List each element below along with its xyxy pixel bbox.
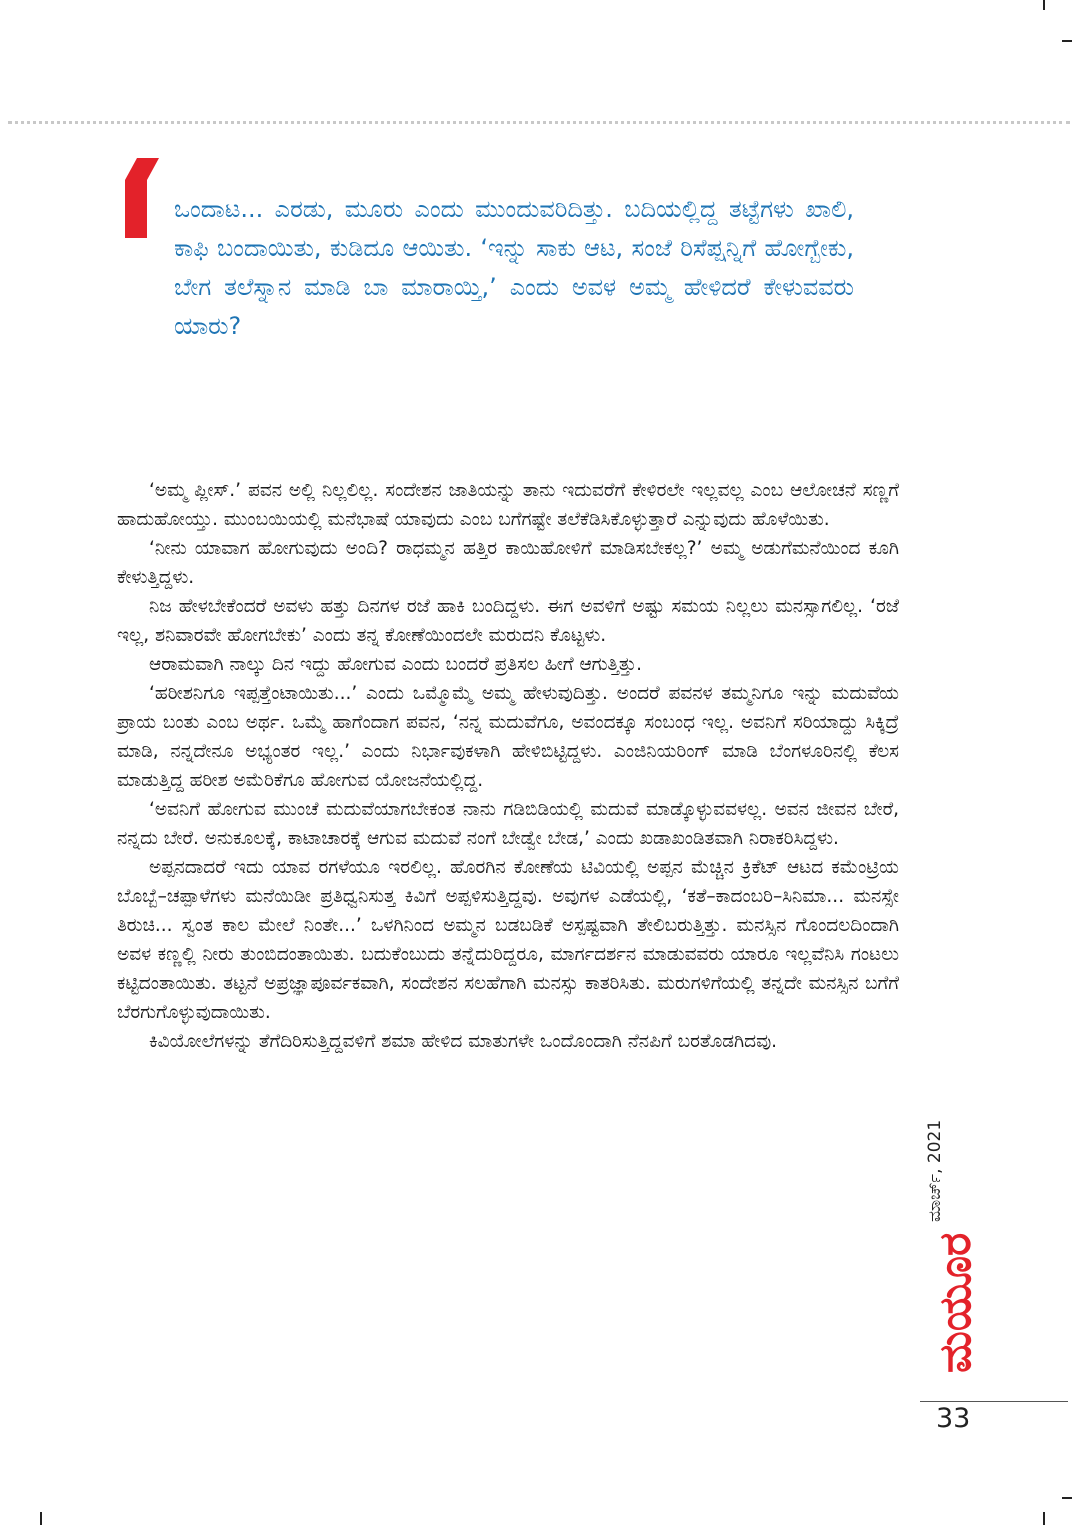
issue-date: ಮಾರ್ಚ್, 2021 — [925, 1119, 945, 1222]
crop-mark-top-right — [1043, 0, 1045, 10]
crop-mark-bottom-left — [40, 1512, 42, 1525]
paragraph: ‘ನೀನು ಯಾವಾಗ ಹೋಗುವುದು ಅಂದಿ? ರಾಧಮ್ಮನ ಹತ್ತಿರ ಕಾಯಿಹೋಳಿಗೆ ಮಾಡಿಸಬೇಕಲ್ಲ?’ ಅಮ್ಮ ಅಡುಗೆಮನೆಯಿಂದ ಕೂಗಿ ಕೇಳುತ್ತಿದ್ದಳು. — [117, 538, 899, 588]
crop-mark-right-top — [1062, 40, 1072, 42]
paragraph: ‘ಅವನಿಗೆ ಹೋಗುವ ಮುಂಚೆ ಮದುವೆಯಾಗಬೇಕಂತ ನಾನು ಗಡಿಬಿಡಿಯಲ್ಲಿ ಮದುವೆ ಮಾಡ್ಕೊಳ್ಳುವವಳಲ್ಲ. ಅವನ ಜೀವನ ಬೇರೆ, ನನ್ನದು ಬೇರೆ. ಅನುಕೂಲಕ್ಕೆ, ಕಾಟಾಚಾರಕ್ಕೆ ಆಗುವ ಮದುವೆ ನಂಗೆ ಬೇಡ್ವೇ ಬೇಡ,’ ಎಂದು ಖಡಾಖಂಡಿತವಾಗಿ ನಿರಾಕರಿಸಿದ್ದಳು. — [117, 799, 899, 849]
paragraph: ಕಿವಿಯೋಲೆಗಳನ್ನು ತೆಗೆದಿರಿಸುತ್ತಿದ್ದವಳಿಗೆ ಶಮಾ ಹೇಳಿದ ಮಾತುಗಳೇ ಒಂದೊಂದಾಗಿ ನೆನಪಿಗೆ ಬರತೊಡಗಿದವು. — [149, 1031, 778, 1052]
paragraph: ಆರಾಮವಾಗಿ ನಾಲ್ಕು ದಿನ ಇದ್ದು ಹೋಗುವ ಎಂದು ಬಂದರೆ ಪ್ರತಿಸಲ ಹೀಗೆ ಆಗುತ್ತಿತ್ತು. — [149, 654, 643, 675]
article-body — [117, 476, 899, 1056]
paragraph: ನಿಜ ಹೇಳಬೇಕೆಂದರೆ ಅವಳು ಹತ್ತು ದಿನಗಳ ರಜೆ ಹಾಕಿ ಬಂದಿದ್ದಳು. ಈಗ ಅವಳಿಗೆ ಅಷ್ಟು ಸಮಯ ನಿಲ್ಲಲು ಮನಸ್ಸಾಗಲಿಲ್ಲ. ‘ರಜೆ ಇಲ್ಲ, ಶನಿವಾರವೇ ಹೋಗಬೇಕು’ ಎಂದು ತನ್ನ ಕೋಣೆಯಿಂದಲೇ ಮರುದನಿ ಕೊಟ್ಟಳು. — [117, 596, 899, 646]
quote-mark-icon — [125, 158, 161, 238]
crop-mark-bottom-right — [1043, 1512, 1045, 1525]
page-number-rule — [920, 1401, 1068, 1402]
crop-mark-right-bottom — [1062, 1497, 1072, 1499]
magazine-logo: ಮಯೂರ — [930, 1232, 981, 1373]
pull-quote: ಒಂದಾಟ... ಎರಡು, ಮೂರು ಎಂದು ಮುಂದುವರಿದಿತ್ತು. ಬದಿಯಲ್ಲಿದ್ದ ತಟ್ಟೆಗಳು ಖಾಲಿ, ಕಾಫಿ ಬಂದಾಯಿತು, ಕುಡಿದೂ ಆಯಿತು. ‘ಇನ್ನು ಸಾಕು ಆಟ, ಸಂಜೆ ರಿಸೆಪ್ಷನ್ನಿಗೆ ಹೋಗ್ಬೇಕು, ಬೇಗ ತಲೆಸ್ನಾನ ಮಾಡಿ ಬಾ ಮಾರಾಯ್ತಿ,’ ಎಂದು ಅವಳ ಅಮ್ಮ ಹೇಳಿದರೆ ಕೇಳುವವರು ಯಾರು? — [174, 195, 854, 340]
page-number: 33 — [936, 1403, 971, 1434]
paragraph: ‘ಅಮ್ಮ ಪ್ಲೀಸ್.’ ಪವನ ಅಲ್ಲಿ ನಿಲ್ಲಲಿಲ್ಲ. ಸಂದೇಶನ ಜಾತಿಯನ್ನು ತಾನು ಇದುವರೆಗೆ ಕೇಳಿರಲೇ ಇಲ್ಲವಲ್ಲ ಎಂಬ ಆಲೋಚನೆ ಸಣ್ಣಗೆ ಹಾದುಹೋಯ್ತು. ಮುಂಬಯಿಯಲ್ಲಿ ಮನೆಭಾಷೆ ಯಾವುದು ಎಂಬ ಬಗೆಗಷ್ಟೇ ತಲೆಕೆಡಿಸಿಕೊಳ್ಳುತ್ತಾರೆ ಎನ್ನುವುದು ಹೊಳೆಯಿತು. — [117, 480, 899, 530]
paragraph: ‘ಹರೀಶನಿಗೂ ಇಪ್ಪತ್ತೆಂಟಾಯಿತು...’ ಎಂದು ಒಮ್ಮೊಮ್ಮೆ ಅಮ್ಮ ಹೇಳುವುದಿತ್ತು. ಅಂದರೆ ಪವನಳ ತಮ್ಮನಿಗೂ ಇನ್ನು ಮದುವೆಯ ಪ್ರಾಯ ಬಂತು ಎಂಬ ಅರ್ಥ. ಒಮ್ಮೆ ಹಾಗೆಂದಾಗ ಪವನ, ‘ನನ್ನ ಮದುವೆಗೂ, ಅವಂದಕ್ಕೂ ಸಂಬಂಧ ಇಲ್ಲ. ಅವನಿಗೆ ಸರಿಯಾದ್ದು ಸಿಕ್ಕಿದ್ರೆ ಮಾಡಿ, ನನ್ನದೇನೂ ಅಭ್ಯಂತರ ಇಲ್ಲ.’ ಎಂದು ನಿರ್ಭಾವುಕಳಾಗಿ ಹೇಳಿಬಿಟ್ಟಿದ್ದಳು. ಎಂಜಿನಿಯರಿಂಗ್ ಮಾಡಿ ಬೆಂಗಳೂರಿನಲ್ಲಿ ಕೆಲಸ ಮಾಡುತ್ತಿದ್ದ ಹರೀಶ ಅಮೆರಿಕೆಗೂ ಹೋಗುವ ಯೋಜನೆಯಲ್ಲಿದ್ದ. — [117, 683, 899, 791]
dotted-divider — [8, 121, 1070, 124]
paragraph: ಅಪ್ಪನದಾದರೆ ಇದು ಯಾವ ರಗಳೆಯೂ ಇರಲಿಲ್ಲ. ಹೊರಗಿನ ಕೋಣೆಯ ಟಿವಿಯಲ್ಲಿ ಅಪ್ಪನ ಮೆಚ್ಚಿನ ಕ್ರಿಕೆಟ್ ಆಟದ ಕಮೆಂಟ್ರಿಯ ಬೊಬ್ಬೆ–ಚಪ್ಪಾಳೆಗಳು ಮನೆಯಿಡೀ ಪ್ರತಿಧ್ವನಿಸುತ್ತ ಕಿವಿಗೆ ಅಪ್ಪಳಿಸುತ್ತಿದ್ದವು. ಅವುಗಳ ಎಡೆಯಲ್ಲಿ, ‘ಕತೆ–ಕಾದಂಬರಿ–ಸಿನಿಮಾ... ಮನಸ್ಸೇ ತಿರುಚಿ... ಸ್ವಂತ ಕಾಲ ಮೇಲೆ ನಿಂತೇ...’ ಒಳಗಿನಿಂದ ಅಮ್ಮನ ಬಡಬಡಿಕೆ ಅಸ್ಪಷ್ಟವಾಗಿ ತೇಲಿಬರುತ್ತಿತ್ತು. ಮನಸ್ಸಿನ ಗೊಂದಲದಿಂದಾಗಿ ಅವಳ ಕಣ್ಣಲ್ಲಿ ನೀರು ತುಂಬಿದಂತಾಯಿತು. ಬದುಕೆಂಬುದು ತನ್ನೆದುರಿದ್ದರೂ, ಮಾರ್ಗದರ್ಶನ ಮಾಡುವವರು ಯಾರೂ ಇಲ್ಲವೆನಿಸಿ ಗಂಟಲು ಕಟ್ಟಿದಂತಾಯಿತು. ತಟ್ಟನೆ ಅಪ್ರಜ್ಞಾಪೂರ್ವಕವಾಗಿ, ಸಂದೇಶನ ಸಲಹೆಗಾಗಿ ಮನಸ್ಸು ಕಾತರಿಸಿತು. ಮರುಗಳಿಗೆಯಲ್ಲಿ ತನ್ನದೇ ಮನಸ್ಸಿನ ಬಗೆಗೆ ಬೆರಗುಗೊಳ್ಳುವುದಾಯಿತು. — [117, 857, 899, 1023]
